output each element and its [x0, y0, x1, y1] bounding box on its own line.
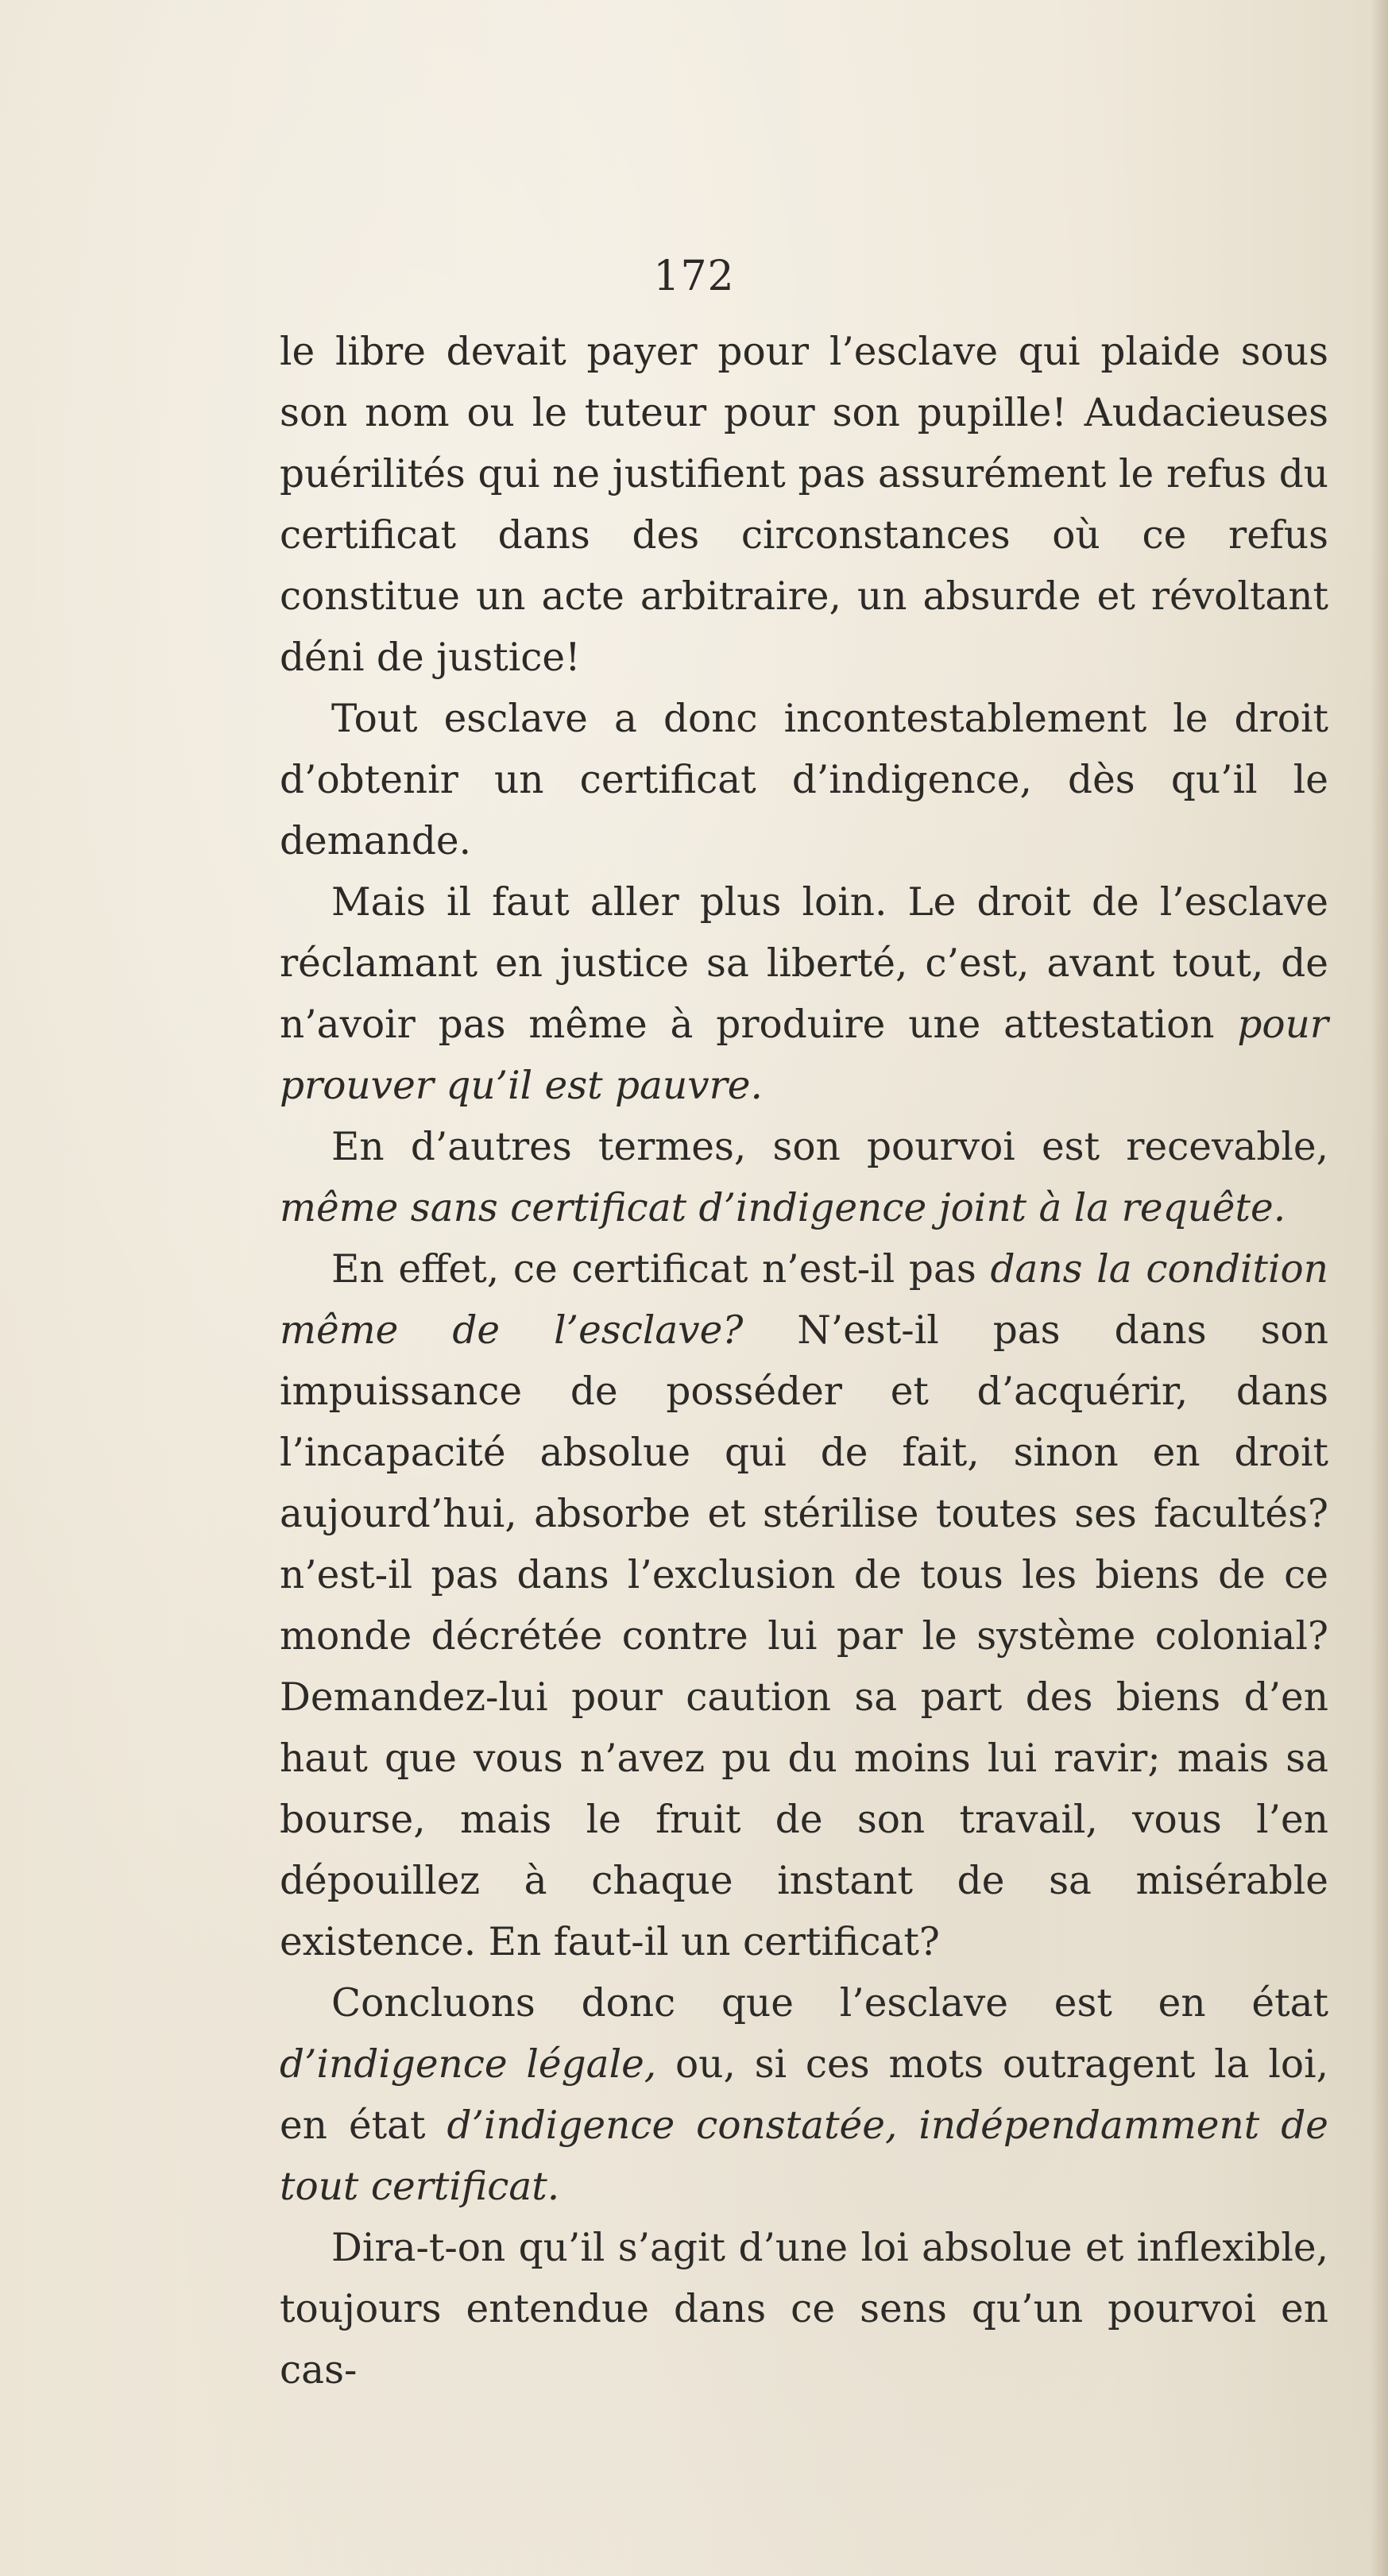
text-run: Mais il faut aller plus loin. Le droit de l’esclave réclamant en justice sa liberté, c’est, avant tout, de n’avoir pas même à produire une attestation	[280, 880, 1328, 1047]
paragraph	[280, 1973, 1328, 2218]
page-edge-shadow	[1371, 0, 1388, 2576]
text-run: En d’autres termes, son pourvoi est recevable,	[331, 1125, 1328, 1169]
page-number: 172	[653, 253, 735, 300]
italic-run: pour prouver qu’il est pauvre.	[280, 1002, 1328, 1108]
text-run: ou, si ces mots outragent la loi, en état	[280, 2042, 1329, 2148]
italic-run: même sans certificat d’indigence joint à la requête.	[280, 1186, 1286, 1230]
italic-run: d’indigence légale,	[280, 2042, 657, 2087]
text-run: Concluons donc que l’esclave est en état	[331, 1981, 1328, 2026]
text-run: Dira-t-on qu’il s’agit d’une loi absolue et inflexible, toujours entendue dans ce sens qu’un pourvoi en cas-	[280, 2226, 1328, 2393]
paragraph	[280, 872, 1328, 1117]
paragraph-continues	[280, 2218, 1328, 2401]
paragraph	[280, 1117, 1328, 1239]
text-run: le libre devait payer pour l’esclave qui plaide sous son nom ou le tuteur pour son pupille! Audacieuses puérilités qui ne justifient pas assurément le refus du certificat dans des circonstances où ce refus constitue un acte arbitraire, un absurde et révoltant déni de justice!	[280, 330, 1328, 680]
text-run: En effet, ce certificat n’est-il pas	[331, 1247, 991, 1292]
text-run: N’est-il pas dans son impuissance de posséder et d’acquérir, dans l’incapacité absolue qui de fait, sinon en droit aujourd’hui, absorbe et stérilise toutes ses facultés? n’est-il pas dans l’exclusion de tous les biens de ce monde décrétée contre lui par le système colonial? Demandez-lui pour caution sa part des biens d’en haut que vous n’avez pu du moins lui ravir; mais sa bourse, mais le fruit de son travail, vous l’en dépouillez à chaque instant de sa misérable existence. En faut-il un certificat?	[280, 1308, 1328, 1964]
italic-run: dans la condition même de l’esclave?	[280, 1247, 1328, 1353]
paragraph	[280, 1239, 1328, 1973]
paragraph	[280, 689, 1328, 872]
paragraph	[280, 322, 1328, 689]
italic-run: d’indigence constatée, indépendamment de tout certificat.	[280, 2103, 1328, 2209]
body-text	[280, 322, 1328, 2401]
text-run: Tout esclave a donc incontestablement le droit d’obtenir un certificat d’indigence, dès qu’il le demande.	[280, 697, 1328, 863]
